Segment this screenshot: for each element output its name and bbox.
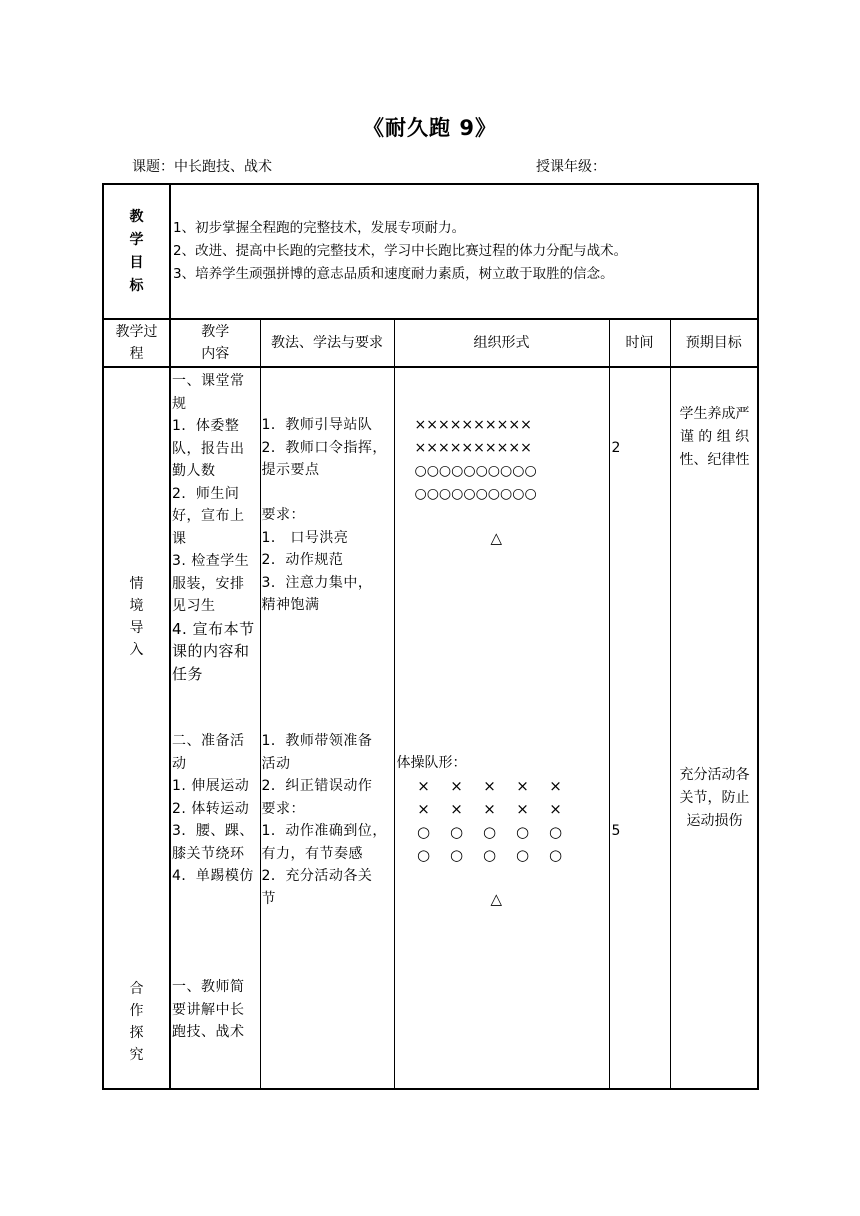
- formation-row: ○ ○ ○ ○ ○: [416, 823, 563, 841]
- header-organization: 组织形式: [394, 319, 609, 367]
- content-block-warmup: 二、准备活 动 1. 伸展运动 2. 体转运动 3．腰、踝、 膝关节绕环 4．单踢模仿: [172, 733, 254, 884]
- content-block-routine: 一、课堂常 规 1．体委整 队，报告出 勤人数 2．师生问 好，宣布上 课 3. 检查学生 服装，安排 见习生 4. 宣布本节 课的内容和 任务: [172, 373, 255, 683]
- goals-row: [103, 184, 758, 319]
- goal-item: 3、培养学生顽强拼博的意志品质和速度耐力素质，树立敢于取胜的信念。: [173, 266, 614, 282]
- gym-formation-label: 体操队形：: [396, 755, 467, 771]
- target-column: [670, 367, 758, 1089]
- formation-lineup: [415, 414, 537, 506]
- goals-list: [170, 184, 758, 319]
- lesson-plan-table: [102, 183, 759, 1090]
- document-title: 《耐久跑 9》: [363, 116, 497, 140]
- gym-formation: [395, 775, 610, 867]
- method-block-routine: 1．教师引导站队 2．教师口令指挥， 提示要点 要求： 1． 口号洪亮 2．动作规范 3．注意力集中， 精神饱满: [261, 417, 387, 613]
- time-value: 2: [611, 440, 621, 456]
- stage-cooperative-inquiry: 合 作 探 究: [129, 981, 144, 1063]
- header-method: 教法、学法与要求: [260, 319, 394, 367]
- goal-item: 2、改进、提高中长跑的完整技术，学习中长跑比赛过程的体力分配与战术。: [173, 243, 628, 259]
- method-block-warmup: 1．教师带领准备 活动 2．纠正错误动作 要求： 1．动作准确到位， 有力，有节奏感 2．充分活动各关 节: [261, 733, 387, 907]
- formation-row: ○○○○○○○○○○: [414, 486, 537, 502]
- grade-label: 授课年级：: [536, 159, 606, 175]
- teacher-marker: △: [490, 529, 503, 547]
- topic-label: 课题：中长跑技、战术: [132, 159, 272, 175]
- goals-label: 教 学 目 标: [103, 184, 170, 319]
- stage-column: [103, 367, 170, 1089]
- method-column: [260, 367, 394, 1089]
- target-block-routine: 学生养成严 谨 的 组 织 性、纪律性: [679, 406, 750, 468]
- formation-row: ○○○○○○○○○○: [414, 463, 537, 479]
- header-content: 教学 内容: [170, 319, 260, 367]
- organization-column: [394, 367, 609, 1089]
- formation-row: ××××××××××: [414, 440, 532, 456]
- time-column: [609, 367, 670, 1089]
- body-row: [103, 367, 758, 1089]
- formation-row: × × × × ×: [417, 800, 562, 818]
- stage-situation-intro: 情 境 导 入: [129, 576, 144, 658]
- formation-row: ○ ○ ○ ○ ○: [416, 846, 563, 864]
- formation-row: ××××××××××: [414, 417, 532, 433]
- content-column: [170, 367, 260, 1089]
- target-block-warmup: 充分活动各 关节，防止 运动损伤: [679, 767, 750, 829]
- header-process: 教学过 程: [103, 319, 170, 367]
- time-value: 5: [611, 823, 621, 839]
- teacher-marker: △: [490, 890, 503, 908]
- header-target: 预期目标: [670, 319, 758, 367]
- header-row: [103, 319, 758, 367]
- header-time: 时间: [609, 319, 670, 367]
- formation-row: × × × × ×: [417, 777, 562, 795]
- content-block-explain: 一、教师简 要讲解中长 跑技、战术: [172, 979, 245, 1040]
- goal-item: 1、初步掌握全程跑的完整技术，发展专项耐力。: [173, 220, 466, 236]
